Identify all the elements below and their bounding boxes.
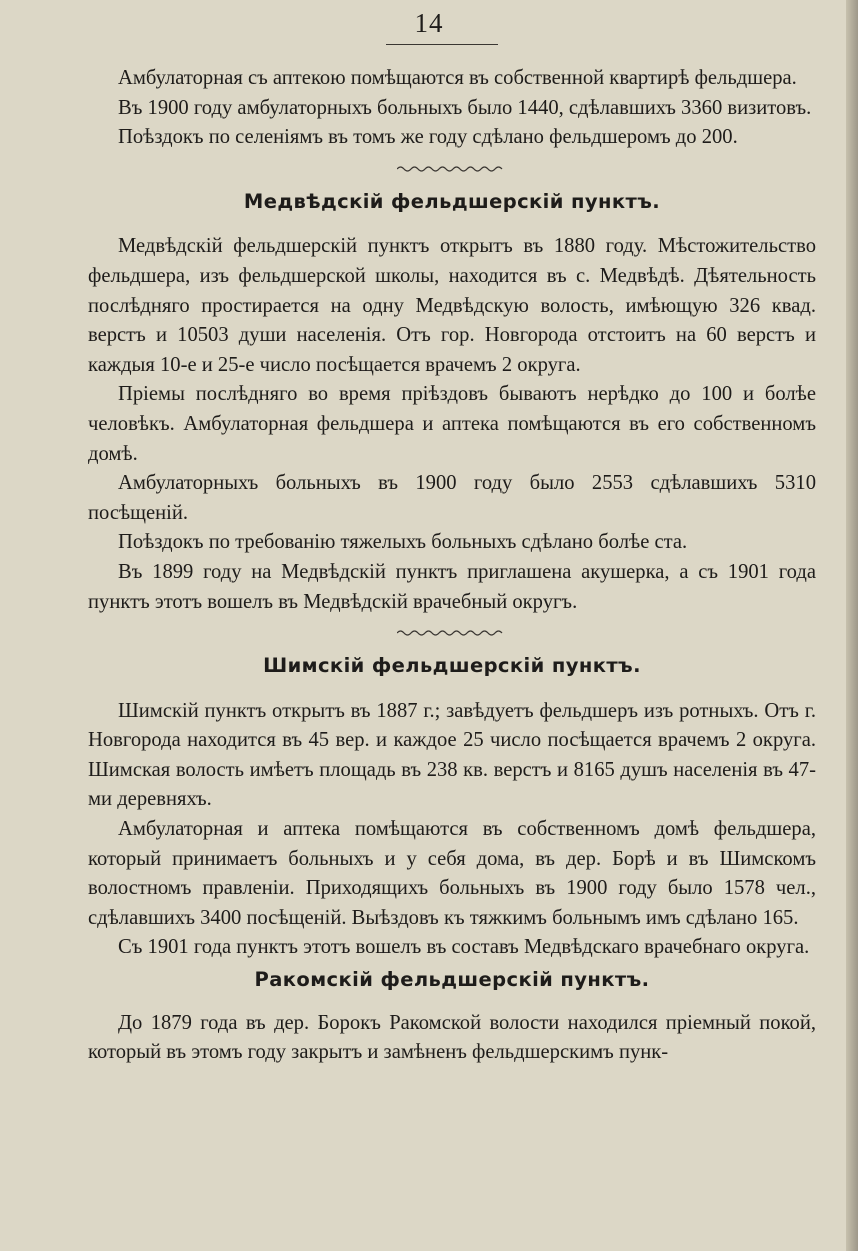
section-divider — [88, 623, 816, 643]
paragraph: Въ 1899 году на Медвѣдскій пунктъ приглашена акушерка, а съ 1901 года пунктъ этотъ вошелъ въ Медвѣдскій врачебный округъ. — [88, 560, 816, 613]
paragraph: До 1879 года въ дер. Борокъ Ракомской волости находился пріемный покой, который въ этомъ году закрытъ и замѣненъ фельдшерскимъ пунк- — [88, 1011, 816, 1064]
paragraph: Амбулаторная съ аптекою помѣщаются въ собственной квартирѣ фельдшера. — [118, 67, 797, 89]
paragraph: Амбулаторныхъ больныхъ въ 1900 году было 2553 сдѣлавшихъ 5310 посѣщеній. — [88, 472, 816, 524]
page-number: 14 — [414, 8, 444, 38]
page-number-rule — [386, 44, 498, 45]
paragraph: Поѣздокъ по требованію тяжелыхъ больныхъ сдѣлано болѣе ста. — [118, 531, 688, 554]
section-heading: Шимскій фельдшерскій пунктъ. — [263, 654, 641, 678]
page-edge — [846, 0, 858, 1251]
paragraph: Въ 1900 году амбулаторныхъ больныхъ было 1440, сдѣлавшихъ 3360 визитовъ. — [118, 96, 812, 119]
paragraph: Шимскій пунктъ открытъ въ 1887 г.; завѣдуетъ фельдшеръ изъ ротныхъ. Отъ г. Новгорода находится въ 45 вер. и каждое 25 число посѣщается врачемъ 2 округа. Шимская волость имѣетъ площадь въ 238 кв. верстъ и 8165 душъ населенія въ 47-ми деревняхъ. — [88, 699, 816, 811]
section-heading: Ракомскій фельдшерскій пунктъ. — [254, 968, 650, 992]
paragraph: Пріемы послѣдняго во время пріѣздовъ бываютъ нерѣдко до 100 и болѣе человѣкъ. Амбулаторная фельдшера и аптека помѣщаются въ его собственномъ домѣ. — [88, 383, 816, 465]
paragraph: Поѣздокъ по селеніямъ въ томъ же году сдѣлано фельдшеромъ до 200. — [118, 126, 738, 149]
paragraph: Амбулаторная и аптека помѣщаются въ собственномъ домѣ фельдшера, который принимаетъ больныхъ и у себя дома, въ дер. Борѣ и въ Шимскомъ волостномъ правленіи. Приходящихъ больныхъ въ 1900 году было 1578 чел., сдѣлавшихъ 3400 посѣщеній. Выѣздовъ къ тяжкимъ больнымъ имъ сдѣлано 165. — [88, 818, 816, 929]
page-body — [88, 64, 816, 1068]
paragraph: Съ 1901 года пунктъ этотъ вошелъ въ составъ Медвѣдскаго врачебнаго округа. — [118, 936, 810, 959]
wavy-divider-icon — [397, 628, 507, 638]
paragraph: Медвѣдскій фельдшерскій пунктъ открытъ въ 1880 году. Мѣстожительство фельдшера, изъ фельдшерской школы, находится въ с. Медвѣдѣ. Дѣятельность послѣдняго простирается на одну Медвѣдскую волость, имѣющую 326 квад. верстъ и 10503 души населенія. Отъ гор. Новгорода отстоитъ на 60 верстъ и каждыя 10-е и 25-е число посѣщается врачемъ 2 округа. — [88, 235, 816, 376]
section-divider — [88, 159, 816, 179]
section-heading: Медвѣдскій фельдшерскій пунктъ. — [243, 189, 661, 213]
wavy-divider-icon — [397, 164, 507, 174]
